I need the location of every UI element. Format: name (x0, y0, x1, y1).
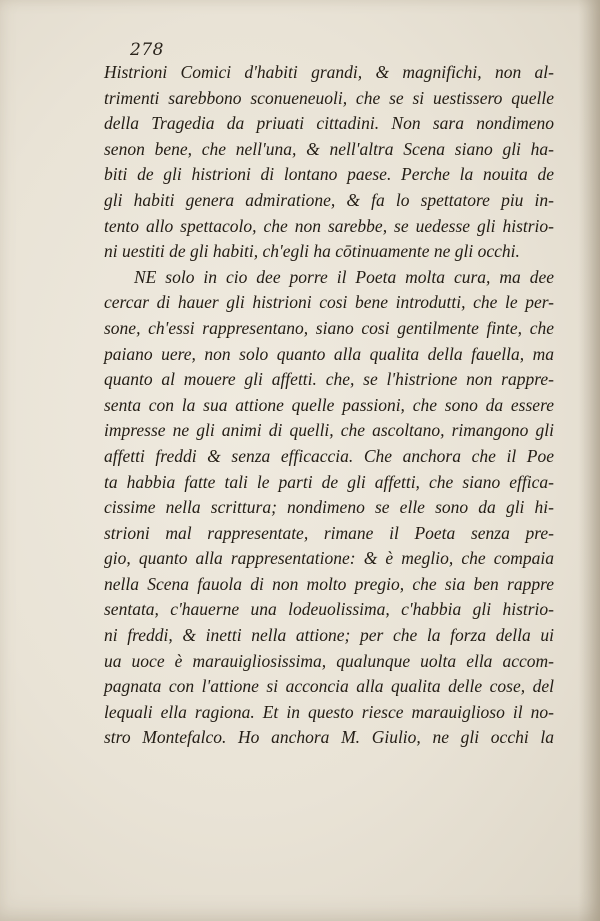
text-line-25: pagnata con l'attione si acconcia alla qualita delle cose, del (104, 676, 554, 697)
text-line-7: tento allo spettacolo, che non sarebbe, se uedesse gli histrio- (104, 215, 554, 236)
text-line-13: quanto al mouere gli affetti. che, se l'histrione non rappre- (104, 369, 554, 390)
text-line-17: ta habbia fatte tali le parti de gli affetti, che siano effica- (104, 471, 554, 492)
page-edge-shadow (578, 0, 600, 921)
text-line-3: della Tragedia da priuati cittadini. Non sara nondimeno (104, 113, 554, 134)
text-line-21: nella Scena fauola di non molto pregio, che sia ben rappre (104, 573, 554, 594)
text-line-4: senon bene, che nell'una, & nell'altra Scena siano gli ha- (104, 138, 554, 159)
text-line-22: sentata, c'hauerne una lodeuolissima, c'habbia gli histrio- (104, 599, 554, 620)
text-line-15: impresse ne gli animi di quelli, che ascoltano, rimangono gli (104, 420, 554, 441)
text-line-8: ni uestiti de gli habiti, ch'egli ha cōtinuamente ne gli occhi. (104, 241, 520, 262)
text-line-20: gio, quanto alla rappresentatione: & è meglio, che compaia (104, 548, 554, 569)
text-line-23: ni freddi, & inetti nella attione; per che la forza della ui (104, 625, 554, 646)
text-line-26: lequali ella ragiona. Et in questo riesce marauiglioso il no- (104, 701, 554, 722)
text-line-24: ua uoce è marauigliosissima, qualunque uolta ella accom- (104, 650, 554, 671)
text-line-19: strioni mal rappresentate, rimane il Poeta senza pre- (104, 522, 554, 543)
text-line-16: affetti freddi & senza efficaccia. Che anchora che il Poe (104, 445, 554, 466)
text-line-1: Histrioni Comici d'habiti grandi, & magnifichi, non al- (104, 62, 554, 82)
text-line-6: gli habiti genera admiratione, & fa lo spettatore piu in- (104, 189, 554, 210)
text-line-27: stro Montefalco. Ho anchora M. Giulio, ne gli occhi la (104, 727, 554, 748)
text-line-2: trimenti sarebbono sconueneuoli, che se si uestissero quelle (104, 87, 554, 108)
text-line-11: sone, ch'essi rappresentano, siano cosi gentilmente finte, che (104, 317, 554, 338)
text-line-12: paiano uere, non solo quanto alla qualita della fauella, ma (104, 343, 554, 364)
body-text (104, 60, 554, 751)
text-line-14: senta con la sua attione quelle passioni, che sono da essere (104, 394, 554, 415)
text-line-10: cercar di hauer gli histrioni cosi bene introdutti, che le per- (104, 292, 554, 313)
text-line-18: cissime nella scrittura; nondimeno se elle sono da gli hi- (104, 497, 554, 518)
text-line-9-paragraph-start: NE solo in cio dee porre il Poeta molta cura, ma dee (134, 266, 554, 287)
text-line-5: biti de gli histrioni di lontano paese. Perche la nouita de (104, 164, 554, 185)
page-number: 278 (130, 40, 164, 60)
